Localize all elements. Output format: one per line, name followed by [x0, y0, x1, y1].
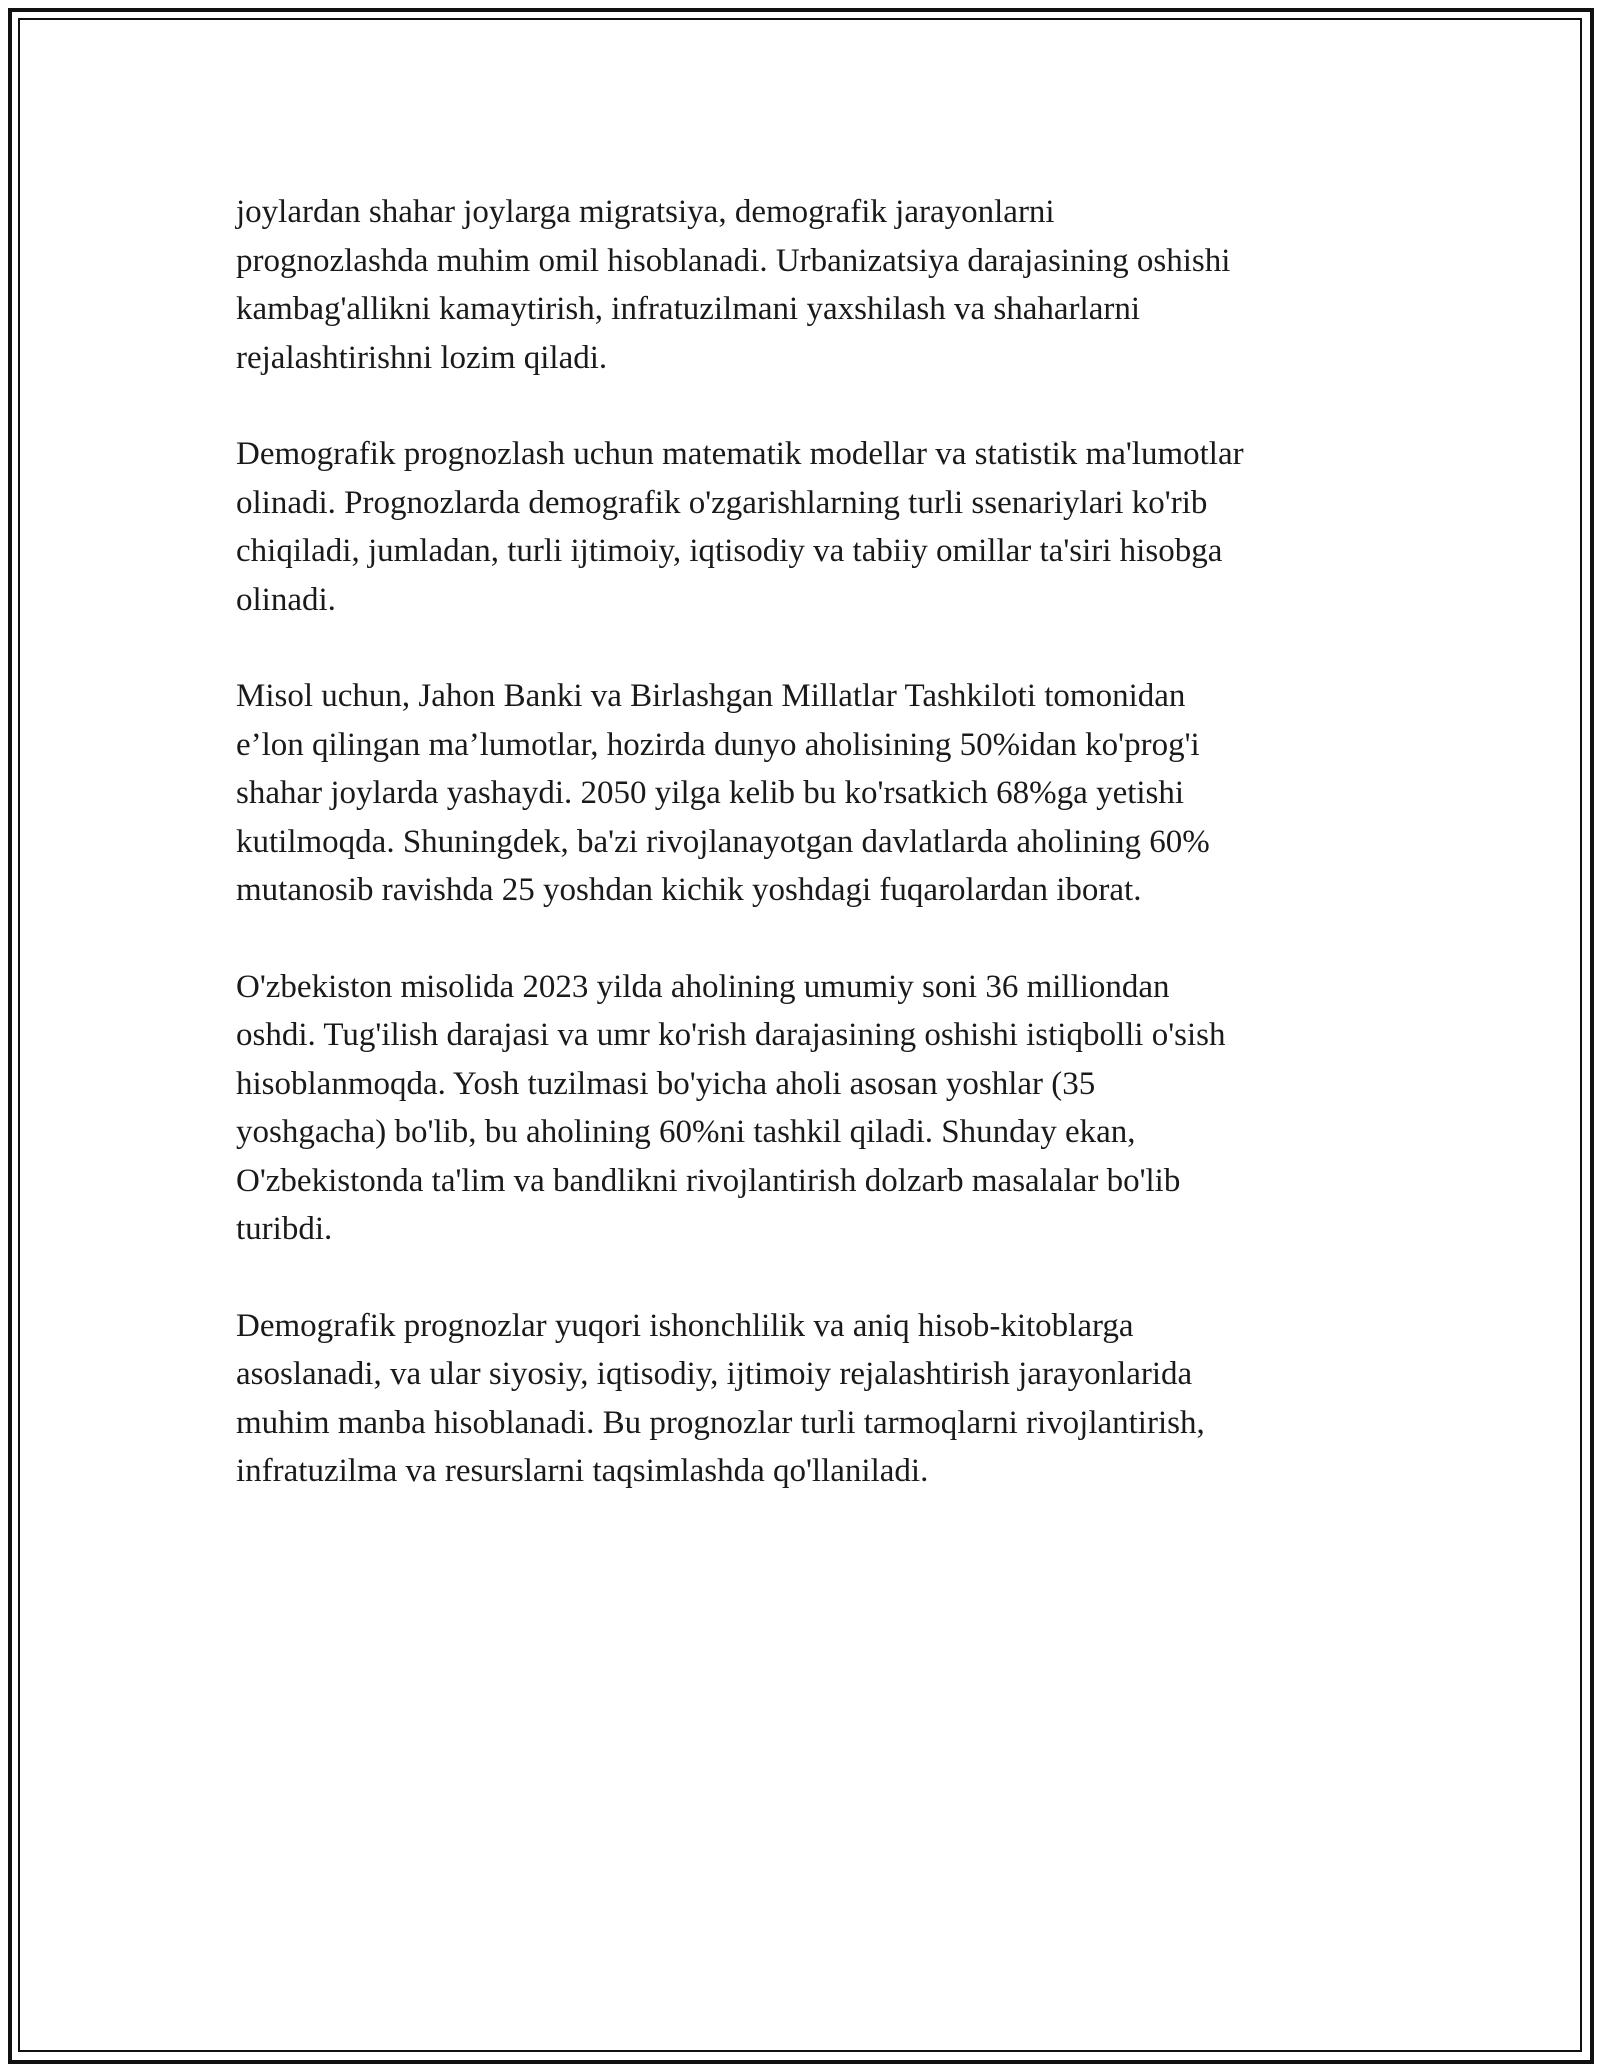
paragraph-conclusion	[236, 1302, 1366, 1496]
text-line: Demografik prognozlar yuqori ishonchlilik va aniq hisob-kitoblarga	[236, 1307, 1134, 1344]
text-line: prognozlashda muhim omil hisoblanadi. Urbanizatsiya darajasining oshishi	[236, 242, 1231, 279]
text-line: turibdi.	[236, 1211, 333, 1247]
text-line: oshdi. Tug'ilish darajasi va umr ko'rish darajasining oshishi istiqbolli o'sish	[236, 1017, 1226, 1053]
text-line: e’lon qilingan ma’lumotlar, hozirda dunyo aholisining 50%idan ko'prog'i	[236, 726, 1200, 763]
document-body	[236, 188, 1366, 1544]
text-line: shahar joylarda yashaydi. 2050 yilga kelib bu ko'rsatkich 68%ga yetishi	[236, 775, 1185, 811]
paragraph-uzbekistan	[236, 963, 1366, 1254]
text-line: kambag'allikni kamaytirish, infratuzilmani yaxshilash va shaharlarni	[236, 291, 1141, 327]
text-line: Misol uchun, Jahon Banki va Birlashgan Millatlar Tashkiloti tomonidan	[236, 678, 1186, 714]
text-line: hisoblanmoqda. Yosh tuzilmasi bo'yicha aholi asosan yoshlar (35	[236, 1065, 1096, 1102]
text-line: muhim manba hisoblanadi. Bu prognozlar turli tarmoqlarni rivojlantirish,	[236, 1404, 1205, 1441]
text-line: yoshgacha) bo'lib, bu aholining 60%ni tashkil qiladi. Shunday ekan,	[236, 1114, 1136, 1150]
paragraph-urbanization	[236, 188, 1366, 382]
text-line: olinadi.	[236, 581, 336, 618]
text-line: olinadi. Prognozlarda demografik o'zgarishlarning turli ssenariylari ko'rib	[236, 484, 1208, 521]
text-line: asoslanadi, va ular siyosiy, iqtisodiy, ijtimoiy rejalashtirish jarayonlarida	[236, 1356, 1193, 1392]
text-line: O'zbekiston misolida 2023 yilda aholining umumiy soni 36 milliondan	[236, 968, 1170, 1005]
paragraph-world-statistics	[236, 672, 1366, 915]
text-line: Demografik prognozlash uchun matematik modellar va statistik ma'lumotlar	[236, 436, 1244, 472]
text-line: kutilmoqda. Shuningdek, ba'zi rivojlanayotgan davlatlarda aholining 60%	[236, 823, 1210, 860]
text-line: rejalashtirishni lozim qiladi.	[236, 339, 608, 376]
text-line: joylardan shahar joylarga migratsiya, demografik jarayonlarni	[236, 194, 1055, 230]
paragraph-forecasting-models	[236, 430, 1366, 624]
text-line: chiqiladi, jumladan, turli ijtimoiy, iqtisodiy va tabiiy omillar ta'siri hisobga	[236, 533, 1223, 569]
text-line: infratuzilma va resurslarni taqsimlashda qo'llaniladi.	[236, 1453, 929, 1489]
text-line: mutanosib ravishda 25 yoshdan kichik yoshdagi fuqarolardan iborat.	[236, 872, 1142, 908]
text-line: O'zbekistonda ta'lim va bandlikni rivojlantirish dolzarb masalalar bo'lib	[236, 1162, 1181, 1199]
